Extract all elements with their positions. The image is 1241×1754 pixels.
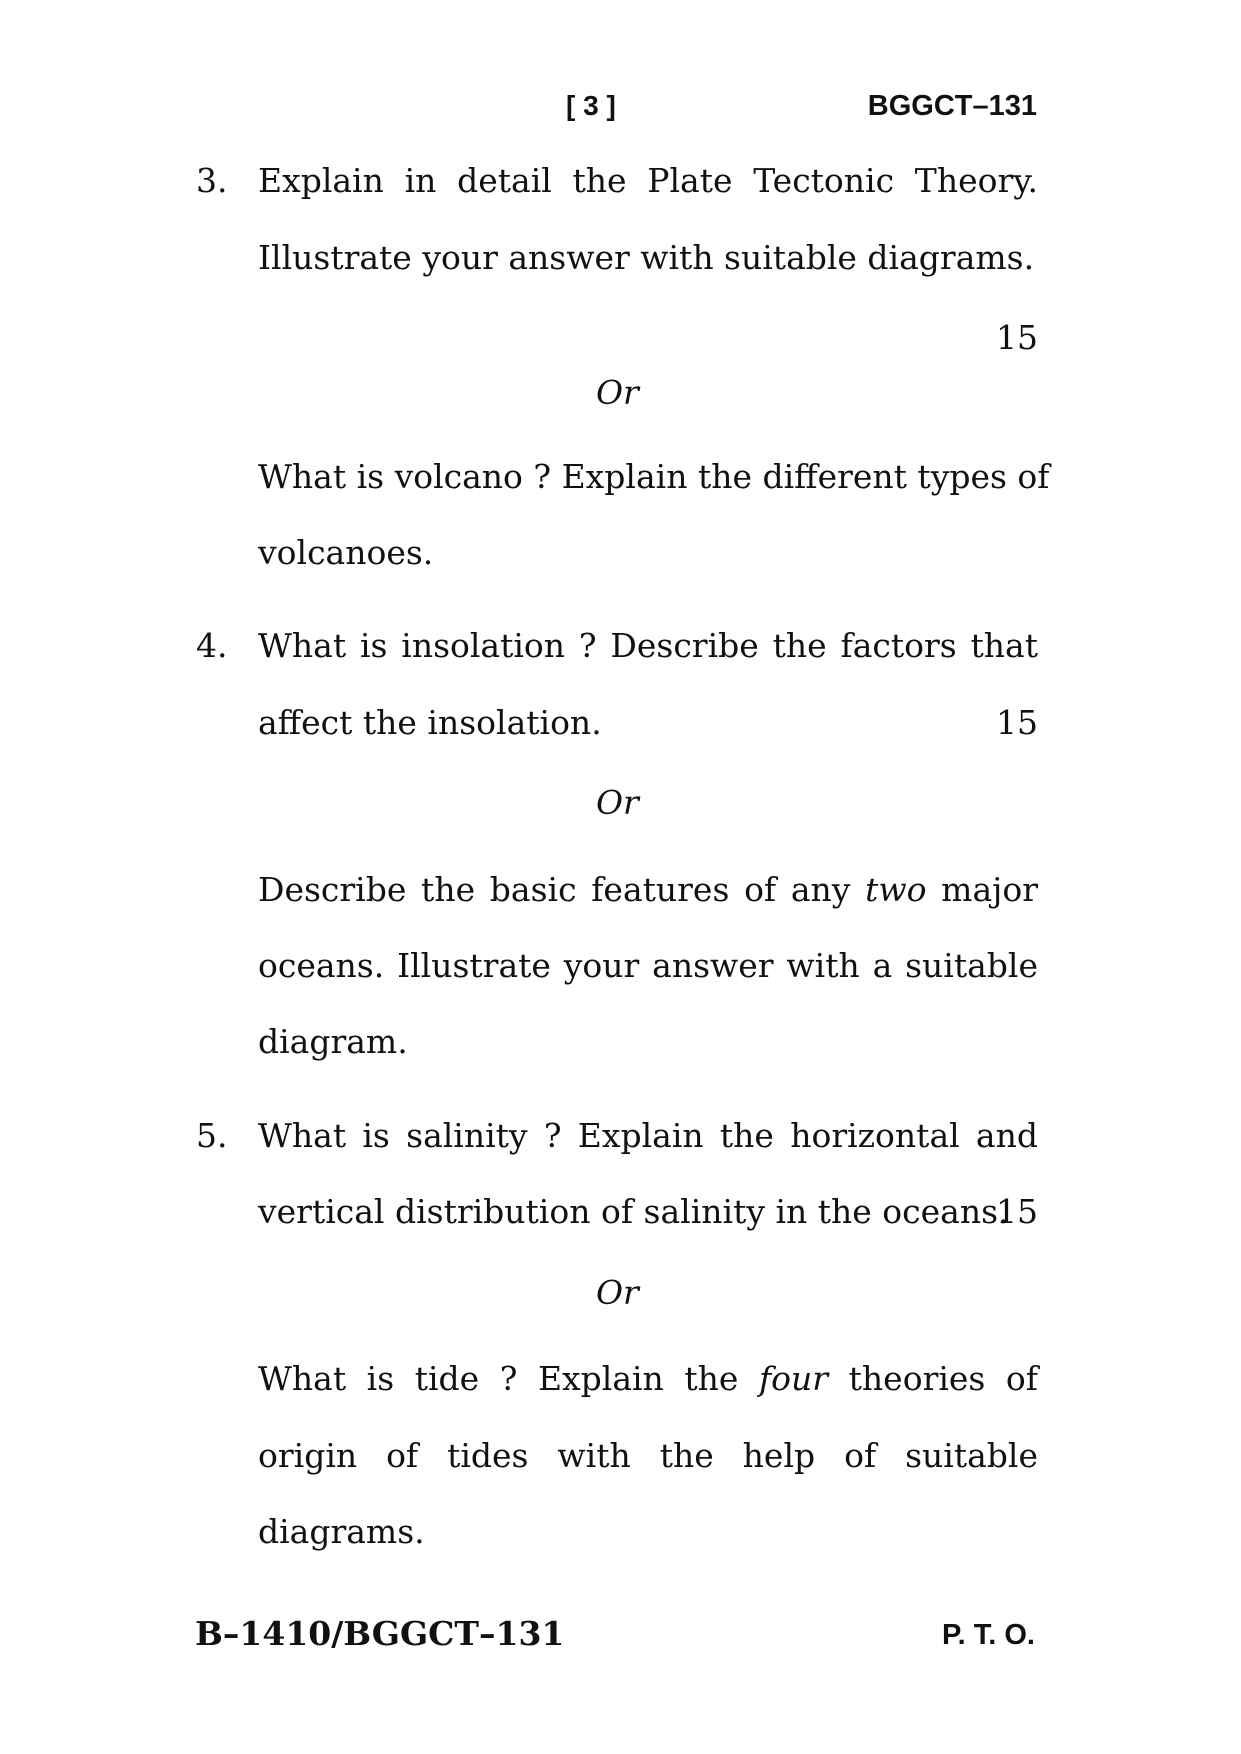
question-5-marks: 15: [996, 1192, 1038, 1231]
question-number-4: 4.: [196, 626, 228, 665]
paper-code-header: BGGCT–131: [867, 90, 1037, 122]
please-turn-over: P. T. O.: [942, 1619, 1035, 1651]
footer-paper-code: B–1410/BGGCT–131: [195, 1614, 565, 1653]
emphasis-two: two: [865, 870, 927, 909]
emphasis-four: four: [758, 1359, 829, 1398]
question-5-or: Or: [596, 1273, 639, 1312]
question-3-or: Or: [596, 373, 639, 412]
question-4-alt-line-1: Describe the basic features of any two major: [258, 870, 1038, 909]
question-3-marks: 15: [996, 318, 1038, 357]
question-3-text-line-2: Illustrate your answer with suitable diagrams.: [258, 238, 1035, 277]
question-5-text-line-2: vertical distribution of salinity in the oceans.: [258, 1192, 1009, 1231]
question-5-alt-line-2: origin of tides with the help of suitable: [258, 1436, 1038, 1475]
question-3-text-line-1: Explain in detail the Plate Tectonic Theory.: [258, 161, 1038, 200]
page-number: [ 3 ]: [566, 90, 616, 121]
question-number-3: 3.: [196, 161, 228, 200]
question-5-text-line-1: What is salinity ? Explain the horizontal and: [258, 1116, 1038, 1155]
question-3-alt-line-2: volcanoes.: [258, 533, 434, 572]
question-4-text-line-1: What is insolation ? Describe the factors that: [258, 626, 1038, 665]
question-5-alt-line-1: What is tide ? Explain the four theories of: [258, 1359, 1038, 1398]
question-4-or: Or: [596, 783, 639, 822]
question-3-alt-line-1: What is volcano ? Explain the different types of: [258, 457, 1050, 496]
question-number-5: 5.: [196, 1116, 228, 1155]
question-4-text-line-2: affect the insolation.: [258, 703, 602, 742]
question-4-alt-line-3: diagram.: [258, 1022, 408, 1061]
question-4-alt-line-2: oceans. Illustrate your answer with a suitable: [258, 946, 1038, 985]
question-4-marks: 15: [996, 703, 1038, 742]
question-5-alt-line-3: diagrams.: [258, 1512, 425, 1551]
